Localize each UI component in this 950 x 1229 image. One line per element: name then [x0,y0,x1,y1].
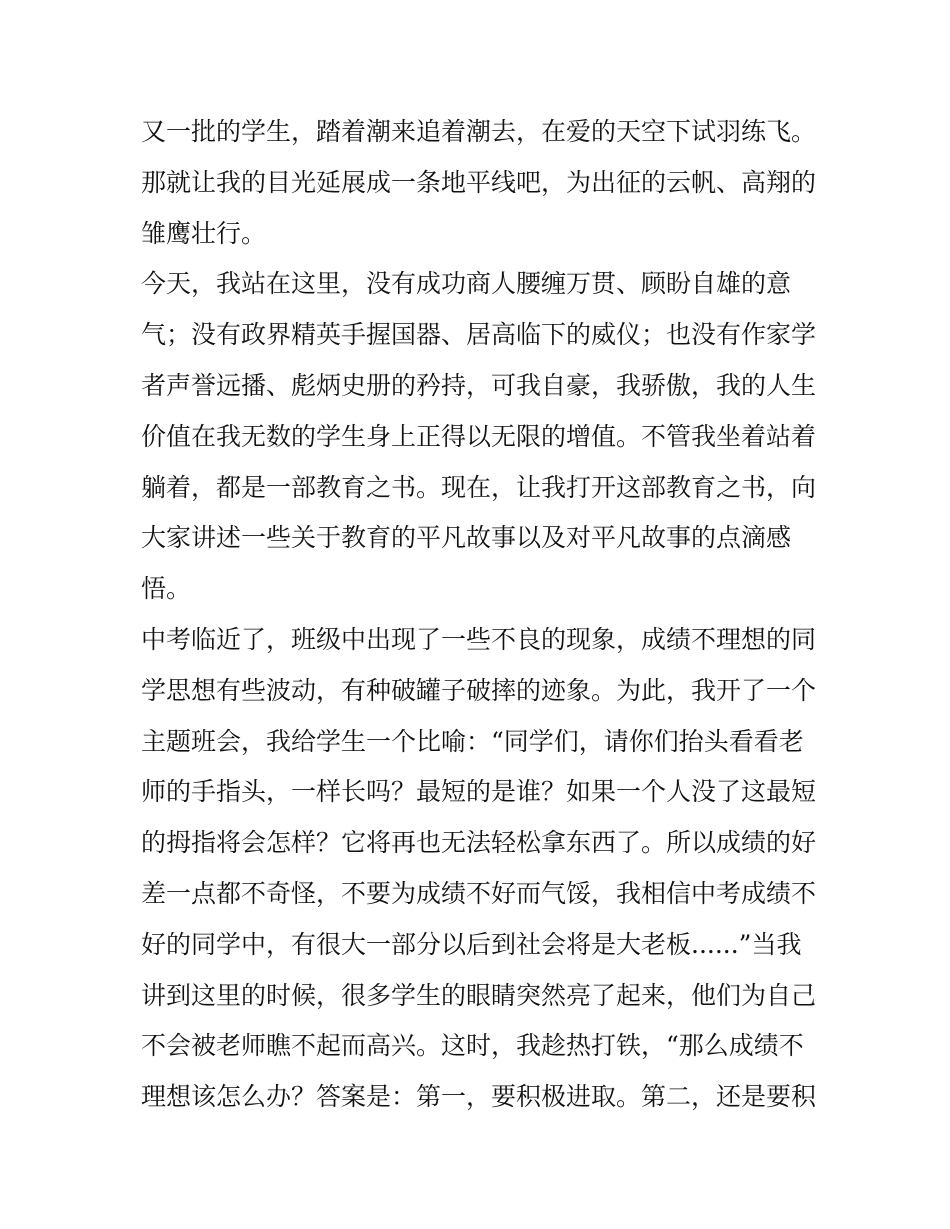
text-line-15: 的拇指将会怎样？它将再也无法轻松拿东西了。所以成绩的好 [141,828,817,858]
text-line-11: 中考临近了，班级中出现了一些不良的现象，成绩不理想的同 [141,624,817,654]
text-line-3: 雏鹰壮行。 [141,218,267,248]
text-line-4: 今天，我站在这里，没有成功商人腰缠万贯、顾盼自雄的意 [141,269,792,299]
text-line-14: 师的手指头，一样长吗？最短的是谁？如果一个人没了这最短 [141,777,817,807]
text-line-2: 那就让我的目光延展成一条地平线吧，为出征的云帆、高翔的 [141,167,817,197]
text-line-7: 价值在我无数的学生身上正得以无限的增值。不管我坐着站着 [141,421,817,451]
text-line-10: 悟。 [141,574,192,604]
text-line-5: 气；没有政界精英手握国器、居高临下的威仪；也没有作家学 [141,320,817,350]
text-line-13: 主题班会，我给学生一个比喻：“同学们，请你们抬头看看老 [141,726,804,756]
text-line-9: 大家讲述一些关于教育的平凡故事以及对平凡故事的点滴感 [141,523,792,553]
text-line-17: 好的同学中，有很大一部分以后到社会将是大老板......”当我 [141,929,802,959]
text-line-6: 者声誉远播、彪炳史册的矜持，可我自豪，我骄傲，我的人生 [141,370,817,400]
body-text [141,107,821,1123]
text-line-16: 差一点都不奇怪，不要为成绩不好而气馁，我相信中考成绩不 [141,878,817,908]
text-line-8: 躺着，都是一部教育之书。现在，让我打开这部教育之书，向 [141,472,817,502]
text-line-12: 学思想有些波动，有种破罐子破摔的迹象。为此，我开了一个 [141,675,817,705]
text-line-1: 又一批的学生，踏着潮来追着潮去，在爱的天空下试羽练飞。 [141,117,817,146]
text-line-20: 理想该怎么办？答案是：第一，要积极进取。第二，还是要积 [141,1082,817,1112]
text-line-18: 讲到这里的时候，很多学生的眼睛突然亮了起来，他们为自己 [141,980,817,1010]
text-line-19: 不会被老师瞧不起而高兴。这时，我趁热打铁，“那么成绩不 [141,1031,804,1061]
